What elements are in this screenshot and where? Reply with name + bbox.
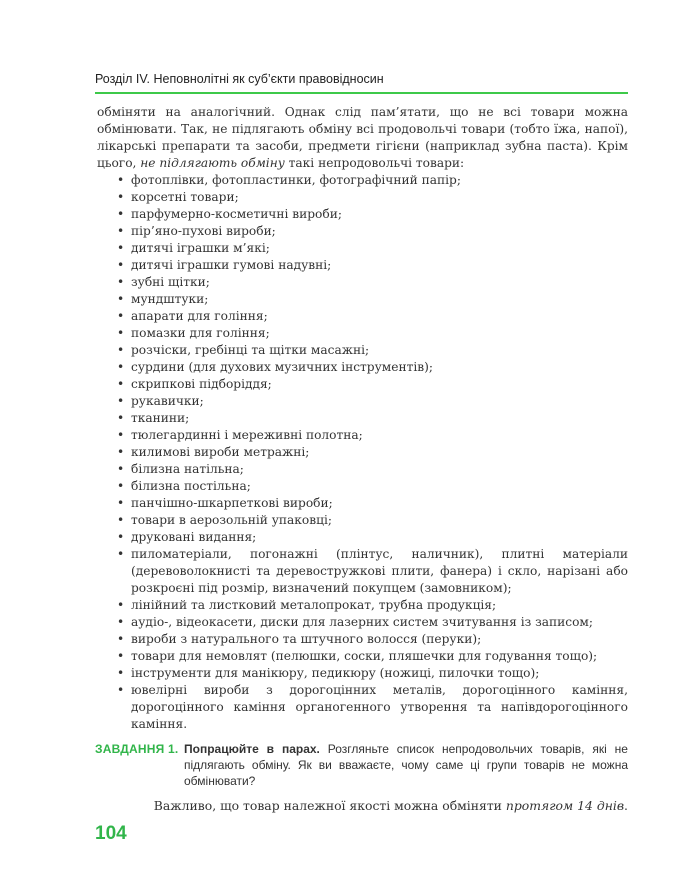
intro-emphasis: не підлягають обміну [140, 156, 285, 170]
list-item [97, 172, 628, 189]
intro-text-start: обміняти на аналогічний. Однак слід пам’ятати, що не всі товари можна обмінювати. Так, не підлягають обміну всі продовольчі товари (тобто їжа, напої), лікарські препарати та засоби, предмети гігієни (наприклад зубна паста). Крім цього, [97, 105, 628, 170]
bullet-icon: • [117, 496, 125, 510]
task-bold-intro: Попрацюйте в парах. [184, 742, 320, 756]
bullet-icon: • [117, 258, 125, 272]
list-item [97, 189, 628, 206]
list-item-text: дитячі іграшки гумові надувні; [131, 258, 332, 272]
header-divider [95, 92, 628, 94]
list-item [97, 410, 628, 427]
list-item-text: корсетні товари; [131, 190, 239, 204]
list-item [97, 223, 628, 240]
list-item-text: панчішно-шкарпеткові вироби; [131, 496, 333, 510]
task-block [95, 741, 628, 789]
list-item [97, 240, 628, 257]
list-item [97, 274, 628, 291]
bullet-icon: • [117, 343, 125, 357]
bullet-icon: • [117, 547, 125, 561]
list-item [97, 393, 628, 410]
list-item-text: парфумерно-косметичні вироби; [131, 207, 342, 221]
list-item [97, 342, 628, 359]
bullet-icon: • [117, 632, 125, 646]
bullet-icon: • [117, 445, 125, 459]
bullet-icon: • [117, 275, 125, 289]
list-item [97, 308, 628, 325]
list-item [97, 359, 628, 376]
bullet-icon: • [117, 241, 125, 255]
list-item-text: розчіски, гребінці та щітки масажні; [131, 343, 370, 357]
list-item-text: килимові вироби метражні; [131, 445, 310, 459]
list-item [97, 546, 628, 597]
page-number: 104 [95, 823, 127, 844]
list-item [97, 291, 628, 308]
bullet-icon: • [117, 377, 125, 391]
list-item-text: ювелірні вироби з дорогоцінних металів, дорогоцінного каміння, дорогоцінного каміння органогенного утворення та напівдорогоцінного каміння. [131, 683, 628, 731]
list-item-text: пір’яно-пухові вироби; [131, 224, 276, 238]
list-item-text: зубні щітки; [131, 275, 210, 289]
list-item-text: вироби з натурального та штучного волосся (перуки); [131, 632, 482, 646]
list-item-text: апарати для гоління; [131, 309, 268, 323]
important-end: . [624, 798, 628, 813]
list-item [97, 206, 628, 223]
bullet-icon: • [117, 428, 125, 442]
list-item [97, 478, 628, 495]
list-item-text: друковані видання; [131, 530, 257, 544]
list-item-text: білизна натільна; [131, 462, 244, 476]
list-item-text: пиломатеріали, погонажні (плінтус, наличник), плитні матеріали (деревоволокнисті та деревостружкові плити, фанера) і скло, нарізані або розкроєні під розмір, визначений покупцем (замовником); [131, 547, 628, 595]
list-item-text: лінійний та листковий металопрокат, трубна продукція; [131, 598, 497, 612]
list-item-text: товари для немовлят (пелюшки, соски, пляшечки для годування тощо); [131, 649, 598, 663]
task-text: Розгляньте список непродовольчих товарів, які не підлягають обміну. Як ви вважаєте, чому саме ці групи товарів не можна обмінювати? [184, 742, 628, 788]
list-item [97, 495, 628, 512]
list-item-text: тканини; [131, 411, 190, 425]
main-text [97, 104, 628, 733]
list-item-text: фотоплівки, фотопластинки, фотографічний папір; [131, 173, 461, 187]
bullet-icon: • [117, 666, 125, 680]
important-emphasis: протягом 14 днів [505, 798, 625, 813]
bullet-icon: • [117, 394, 125, 408]
bullet-icon: • [117, 530, 125, 544]
list-item [97, 427, 628, 444]
bullet-icon: • [117, 207, 125, 221]
non-exchangeable-goods-list [97, 172, 628, 733]
list-item-text: інструменти для манікюру, педикюру (ножиці, пилочки тощо); [131, 666, 540, 680]
bullet-icon: • [117, 309, 125, 323]
task-label: ЗАВДАННЯ 1. [95, 742, 179, 756]
bullet-icon: • [117, 326, 125, 340]
list-item [97, 631, 628, 648]
list-item-text: товари в аерозольній упаковці; [131, 513, 332, 527]
list-item [97, 648, 628, 665]
task-body [184, 741, 628, 789]
list-item [97, 682, 628, 733]
list-item-text: аудіо-, відеокасети, диски для лазерних систем зчитування із записом; [131, 615, 594, 629]
bullet-icon: • [117, 173, 125, 187]
bullet-icon: • [117, 190, 125, 204]
bullet-icon: • [117, 683, 125, 697]
bullet-icon: • [117, 615, 125, 629]
bullet-icon: • [117, 598, 125, 612]
list-item-text: рукавички; [131, 394, 204, 408]
list-item [97, 529, 628, 546]
intro-text-end: такі непродовольчі товари: [284, 156, 465, 170]
list-item [97, 461, 628, 478]
bullet-icon: • [117, 360, 125, 374]
list-item [97, 614, 628, 631]
list-item [97, 597, 628, 614]
list-item-text: мундштуки; [131, 292, 209, 306]
list-item [97, 325, 628, 342]
bullet-icon: • [117, 292, 125, 306]
list-item-text: помазки для гоління; [131, 326, 270, 340]
important-text: Важливо, що товар належної якості можна обміняти [153, 798, 506, 813]
list-item-text: сурдини (для духових музичних інструментів); [131, 360, 433, 374]
list-item-text: скрипкові підборіддя; [131, 377, 272, 391]
list-item [97, 444, 628, 461]
list-item [97, 376, 628, 393]
list-item-text: білизна постільна; [131, 479, 251, 493]
bullet-icon: • [117, 224, 125, 238]
bullet-icon: • [117, 479, 125, 493]
list-item [97, 512, 628, 529]
chapter-header: Розділ IV. Неповнолітні як суб’єкти правовідносин [95, 72, 384, 86]
bullet-icon: • [117, 411, 125, 425]
bullet-icon: • [117, 513, 125, 527]
list-item [97, 257, 628, 274]
intro-paragraph [97, 104, 628, 172]
list-item-text: тюлегардинні і мереживні полотна; [131, 428, 363, 442]
important-note [130, 798, 628, 813]
bullet-icon: • [117, 462, 125, 476]
bullet-icon: • [117, 649, 125, 663]
list-item [97, 665, 628, 682]
list-item-text: дитячі іграшки м’які; [131, 241, 270, 255]
